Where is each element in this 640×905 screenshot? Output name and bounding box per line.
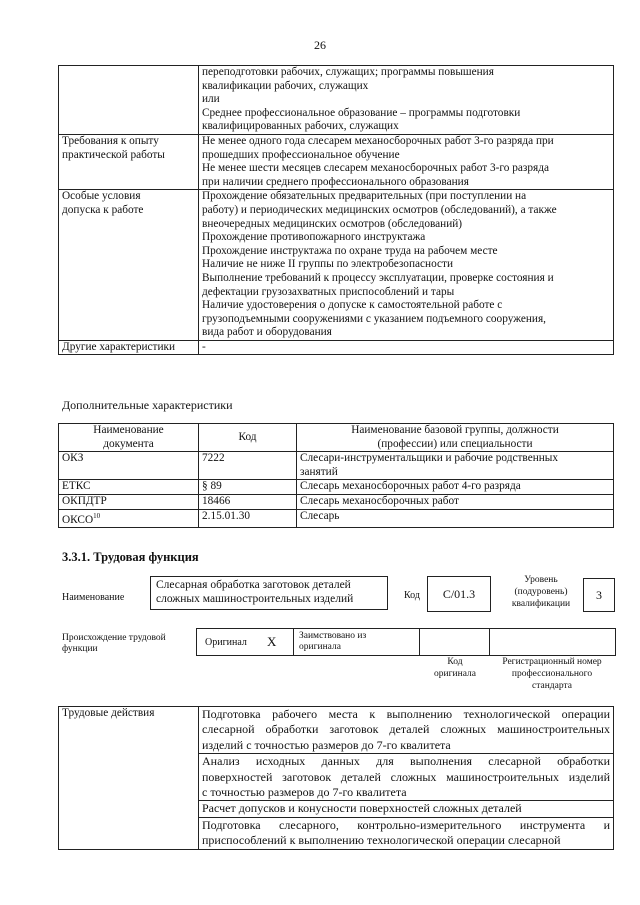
row-text-line: Прохождение инструктажа по охране труда на рабочем месте	[202, 244, 498, 257]
column-header-line: Наименование базовой группы, должности	[351, 424, 559, 436]
row-label-line: Другие характеристики	[62, 340, 176, 353]
doc-code: § 89	[199, 480, 297, 495]
action-line: слесарной обработки заготовок деталей сложных машиностроительных	[202, 722, 610, 737]
action-line: поверхностей заготовок деталей сложных машиностроительных изделий	[202, 769, 610, 784]
additional-characteristics-title: Дополнительные характеристики	[62, 398, 233, 412]
row-text-line: грузоподъемными сооружениями с указанием подъемного сооружения,	[202, 312, 546, 325]
origin-label	[62, 633, 166, 655]
qualification-requirements-table	[58, 65, 614, 355]
row-text-line: работу) и периодических медицинских осмотров (обследований), а также	[202, 203, 557, 216]
row-text-line: Прохождение противопожарного инструктажа	[202, 231, 426, 244]
row-text-line: прошедших профессиональное обучение	[202, 148, 400, 161]
reg-caption-line: профессионального	[511, 669, 593, 679]
row-text-line: внеочередных медицинских осмотров (обследований)	[202, 217, 463, 230]
doc-name: ОКЗ	[62, 452, 84, 465]
additional-characteristics-table	[58, 423, 614, 528]
table-row	[59, 509, 614, 527]
function-code-box	[427, 576, 491, 612]
doc-code: 2.15.01.30	[199, 509, 297, 527]
group-name-line: занятий	[300, 465, 338, 478]
row-text-line: Прохождение обязательных предварительных (при поступлении на	[202, 190, 527, 203]
column-header-line: Наименование	[93, 424, 164, 436]
doc-name: ЕТКС	[62, 480, 91, 493]
actions-label: Трудовые действия	[62, 707, 155, 719]
group-name-line: Слесарь механосборочных работ	[300, 494, 459, 507]
row-text-line: Наличие не ниже II группы по электробезопасности	[202, 258, 453, 271]
origin-boxes	[196, 628, 616, 656]
row-label-line: Особые условия	[62, 190, 141, 203]
row-label-line: допуска к работе	[62, 203, 144, 216]
table-row	[59, 480, 614, 495]
origin-code-caption	[420, 656, 490, 680]
row-text-line: Наличие удостоверения о допуске к самостоятельной работе с	[202, 299, 503, 312]
group-name-line: Слесарь механосборочных работ 4-го разряда	[300, 480, 521, 493]
action-line: Подготовка рабочего места к выполнению технологической операции	[202, 707, 610, 721]
row-text-line: Выполнение требований к процессу эксплуатации, проверке состояния и	[202, 271, 554, 284]
function-code-label: Код	[404, 590, 420, 601]
table-row	[59, 66, 614, 135]
column-header-line: документа	[103, 437, 154, 450]
column-header-line: Код	[238, 430, 257, 443]
row-text-line: квалифицированных рабочих, служащих	[202, 120, 399, 133]
function-level-box	[583, 578, 615, 612]
action-line: изделий с точностью размеров до 7-го квалитета	[202, 737, 451, 752]
row-label-line: практической работы	[62, 148, 165, 161]
origin-label-line: Происхождение трудовой	[62, 633, 166, 643]
doc-name: ОКСО	[62, 513, 94, 526]
action-line: Расчет допусков и конусности поверхностей сложных деталей	[202, 801, 522, 816]
action-line: с точностью размеров до 7-го квалитета	[202, 785, 407, 800]
code-caption-line: оригинала	[434, 669, 476, 679]
level-label-line: (подуровень)	[514, 587, 568, 597]
row-text-line: Среднее профессиональное образование – программы подготовки	[202, 106, 521, 119]
row-text-line: вида работ и оборудования	[202, 326, 332, 339]
function-name-label: Наименование	[62, 592, 125, 603]
origin-original-mark: X	[267, 634, 277, 649]
column-header-line: (профессии) или специальности	[377, 437, 533, 450]
function-level-label	[500, 574, 582, 610]
table-row	[59, 494, 614, 509]
table-row	[59, 134, 614, 189]
action-line: Подготовка слесарного, контрольно-измерительного инструмента и	[202, 817, 610, 832]
code-caption-line: Код	[447, 657, 463, 667]
row-text-line: дефектации грузозахватных приспособлений и тары	[202, 285, 455, 298]
page-number: 26	[314, 38, 326, 52]
group-name-line: Слесарь	[300, 509, 340, 522]
table-header-row	[59, 424, 614, 452]
origin-reg-caption	[490, 656, 614, 692]
reg-caption-line: Регистрационный номер	[502, 657, 602, 667]
row-label-line: Требования к опыту	[62, 134, 159, 147]
level-label-line: Уровень	[524, 575, 558, 585]
function-code-value: C/01.3	[442, 587, 476, 601]
function-name-line: Слесарная обработка заготовок деталей	[156, 579, 351, 591]
row-text-line: квалификации рабочих, служащих	[202, 79, 369, 92]
table-row	[59, 452, 614, 480]
table-row	[59, 190, 614, 341]
section-heading: 3.3.1. Трудовая функция	[62, 550, 199, 564]
row-text-line: переподготовки рабочих, служащих; программы повышения	[202, 66, 494, 78]
group-name-line: Слесари-инструментальщики и рабочие родственных	[300, 452, 559, 465]
origin-borrowed-label	[299, 631, 366, 653]
reg-caption-line: стандарта	[532, 681, 572, 691]
footnote-ref: 10	[93, 511, 101, 520]
level-label-line: квалификации	[511, 599, 571, 609]
row-text-line: или	[202, 93, 220, 106]
origin-label-line: функции	[62, 644, 98, 654]
action-line: Анализ исходных данных для выполнения слесарной обработки	[202, 754, 610, 769]
row-text-line: Не менее шести месяцев слесарем механосборочных работ 3-го разряда	[202, 162, 549, 175]
borrowed-label-line: оригинала	[299, 642, 341, 652]
origin-original-label: Оригинал	[205, 637, 247, 648]
action-line: приспособлений к выполнению технологической операции слесарной	[202, 833, 561, 848]
function-name-line: сложных машиностроительных изделий	[156, 593, 354, 605]
function-name-box	[150, 576, 388, 610]
table-row	[59, 707, 614, 754]
function-level-value: 3	[596, 588, 602, 602]
doc-code: 18466	[199, 494, 297, 509]
row-text-line: при наличии среднего профессионального образования	[202, 175, 469, 188]
table-row	[59, 340, 614, 355]
doc-code: 7222	[199, 452, 297, 480]
doc-name: ОКПДТР	[62, 494, 107, 507]
borrowed-label-line: Заимствовано из	[299, 631, 367, 641]
row-text-line: Не менее одного года слесарем механосборочных работ 3-го разряда при	[202, 134, 554, 147]
row-text-line: -	[202, 340, 206, 353]
labor-actions-table	[58, 706, 614, 850]
